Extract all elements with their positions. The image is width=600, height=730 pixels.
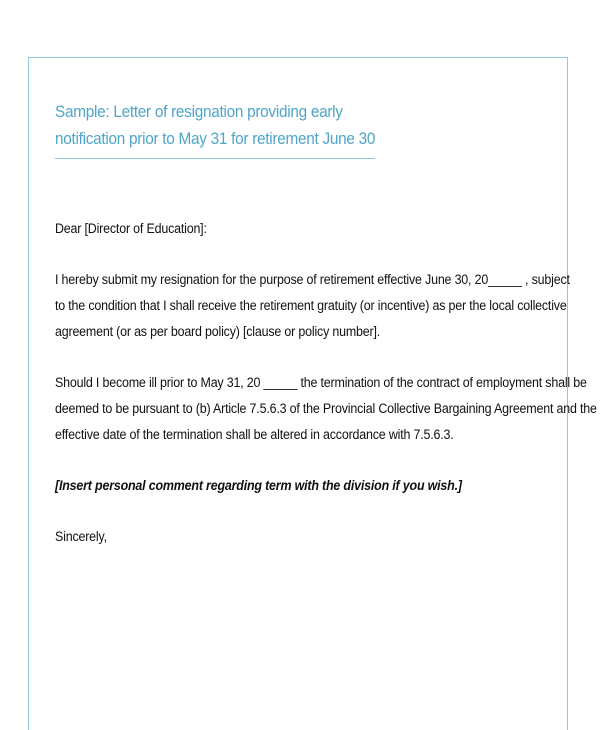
- personal-comment-note: [55, 473, 520, 499]
- title-line-1: Sample: Letter of resignation providing early: [55, 103, 343, 121]
- salutation: [55, 216, 520, 242]
- closing: [55, 524, 520, 550]
- paragraph-illness: [55, 370, 597, 448]
- letter-body: [55, 216, 597, 575]
- title-divider: [55, 158, 375, 159]
- salutation-text: Dear [Director of Education]:: [55, 221, 207, 236]
- paragraph-line: agreement (or as per board policy) [clause or policy number].: [55, 324, 381, 339]
- paragraph-line: deemed to be pursuant to (b) Article 7.5.6.3 of the Provincial Collective Bargaining Agreement and the: [55, 401, 597, 416]
- paragraph-line: Should I become ill prior to May 31, 20 _____ the termination of the contract of employment shall be: [55, 375, 587, 390]
- paragraph-line: to the condition that I shall receive the retirement gratuity (or incentive) as per the local collective: [55, 298, 567, 313]
- title-line-2: notification prior to May 31 for retirement June 30: [55, 130, 376, 148]
- letter-title: [55, 99, 390, 153]
- closing-text: Sincerely,: [55, 529, 107, 544]
- paragraph-line: effective date of the termination shall be altered in accordance with 7.5.6.3.: [55, 427, 454, 442]
- paragraph-line: I hereby submit my resignation for the purpose of retirement effective June 30, 20_____ , subject: [55, 272, 570, 287]
- paragraph-retirement: [55, 267, 570, 345]
- note-text: [Insert personal comment regarding term with the division if you wish.]: [55, 478, 462, 493]
